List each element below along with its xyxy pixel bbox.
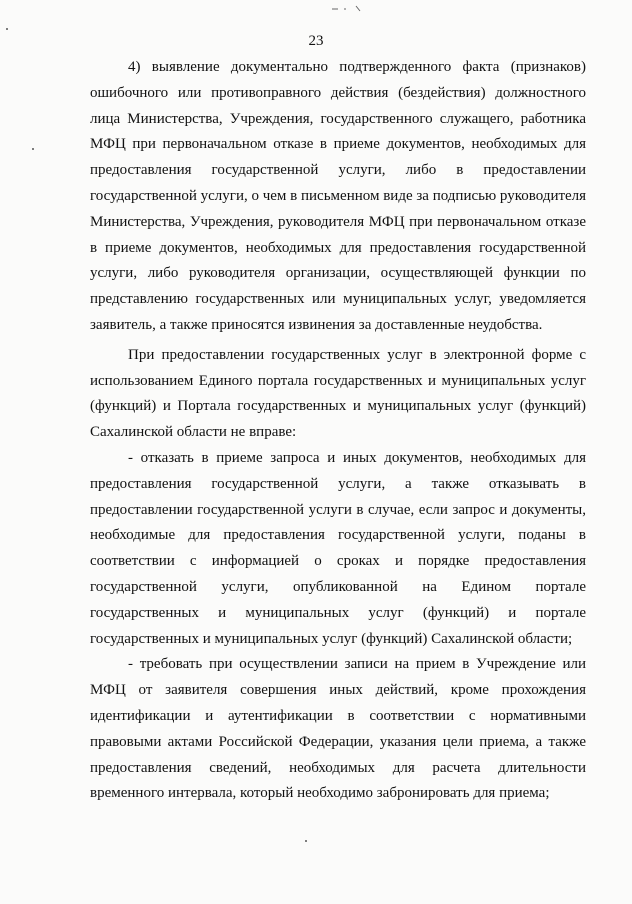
document-body — [90, 55, 586, 807]
text-line: использованием Единого портала государственных и муниципальных услуг — [90, 372, 586, 389]
text-line: - отказать в приеме запроса и иных документов, необходимых для — [128, 449, 586, 466]
text-line: ошибочного или противоправного действия (бездействия) должностного — [90, 84, 586, 101]
text-line: услуги, либо руководителя организации, осуществляющей функции по — [90, 265, 586, 282]
paragraph-electronic-services — [90, 343, 586, 446]
text-line: При предоставлении государственных услуг в электронной форме с — [128, 346, 586, 363]
text-line: предоставлении государственной услуги в случае, если запрос и документы, — [90, 501, 586, 518]
text-line: государственных и муниципальных услуг (функций) Сахалинской области; — [90, 630, 573, 647]
paragraph-require-actions — [90, 652, 586, 807]
paragraph-refuse-reception — [90, 446, 586, 652]
scan-speck — [32, 148, 34, 150]
text-line: правовыми актами Российской Федерации, указания цели приема, а также — [90, 733, 586, 750]
text-line: соответствии с информацией о сроках и порядке предоставления — [90, 553, 586, 570]
text-line: представлению государственных или муниципальных услуг, уведомляется — [90, 291, 586, 308]
text-line: предоставления государственной услуги, а также отказывать в — [90, 475, 586, 492]
text-line: Сахалинской области не вправе: — [90, 424, 297, 441]
paragraph-item-4 — [90, 55, 586, 339]
text-line: предоставления сведений, необходимых для расчета длительности — [90, 759, 586, 776]
text-line: в приеме документов, необходимых для предоставления государственной — [90, 239, 586, 256]
text-line: 4) выявление документально подтвержденного факта (признаков) — [128, 59, 586, 75]
text-line: МФЦ от заявителя совершения иных действий, кроме прохождения — [90, 682, 586, 699]
text-line: государственной услуги, о чем в письменном виде за подписью руководителя — [90, 187, 587, 204]
text-line: временного интервала, который необходимо забронировать для приема; — [90, 785, 550, 802]
scan-speck — [6, 28, 8, 30]
text-line: необходимые для предоставления государственной услуги, поданы в — [90, 527, 586, 544]
text-line: заявитель, а также приносятся извинения за доставленные неудобства. — [90, 316, 543, 333]
scan-speck — [305, 840, 307, 842]
text-line: государственных и муниципальных услуг (функций) и портале — [90, 604, 586, 621]
text-line: предоставления государственной услуги, либо в предоставлении — [90, 162, 586, 179]
text-line: государственной услуги, опубликованной на Едином портале — [90, 578, 586, 595]
scan-artifact-mark — [330, 4, 370, 12]
page-number: 23 — [308, 33, 324, 49]
text-line: Министерства, Учреждения, руководителя МФЦ при первоначальном отказе — [90, 213, 586, 230]
text-line: лица Министерства, Учреждения, государственного служащего, работника — [90, 110, 586, 127]
text-line: - требовать при осуществлении записи на прием в Учреждение или — [128, 656, 586, 673]
text-line: идентификации и аутентификации в соответствии с нормативными — [90, 707, 586, 724]
text-line: (функций) и Портала государственных и муниципальных услуг (функций) — [90, 398, 586, 415]
text-line: МФЦ при первоначальном отказе в приеме документов, необходимых для — [90, 136, 586, 153]
